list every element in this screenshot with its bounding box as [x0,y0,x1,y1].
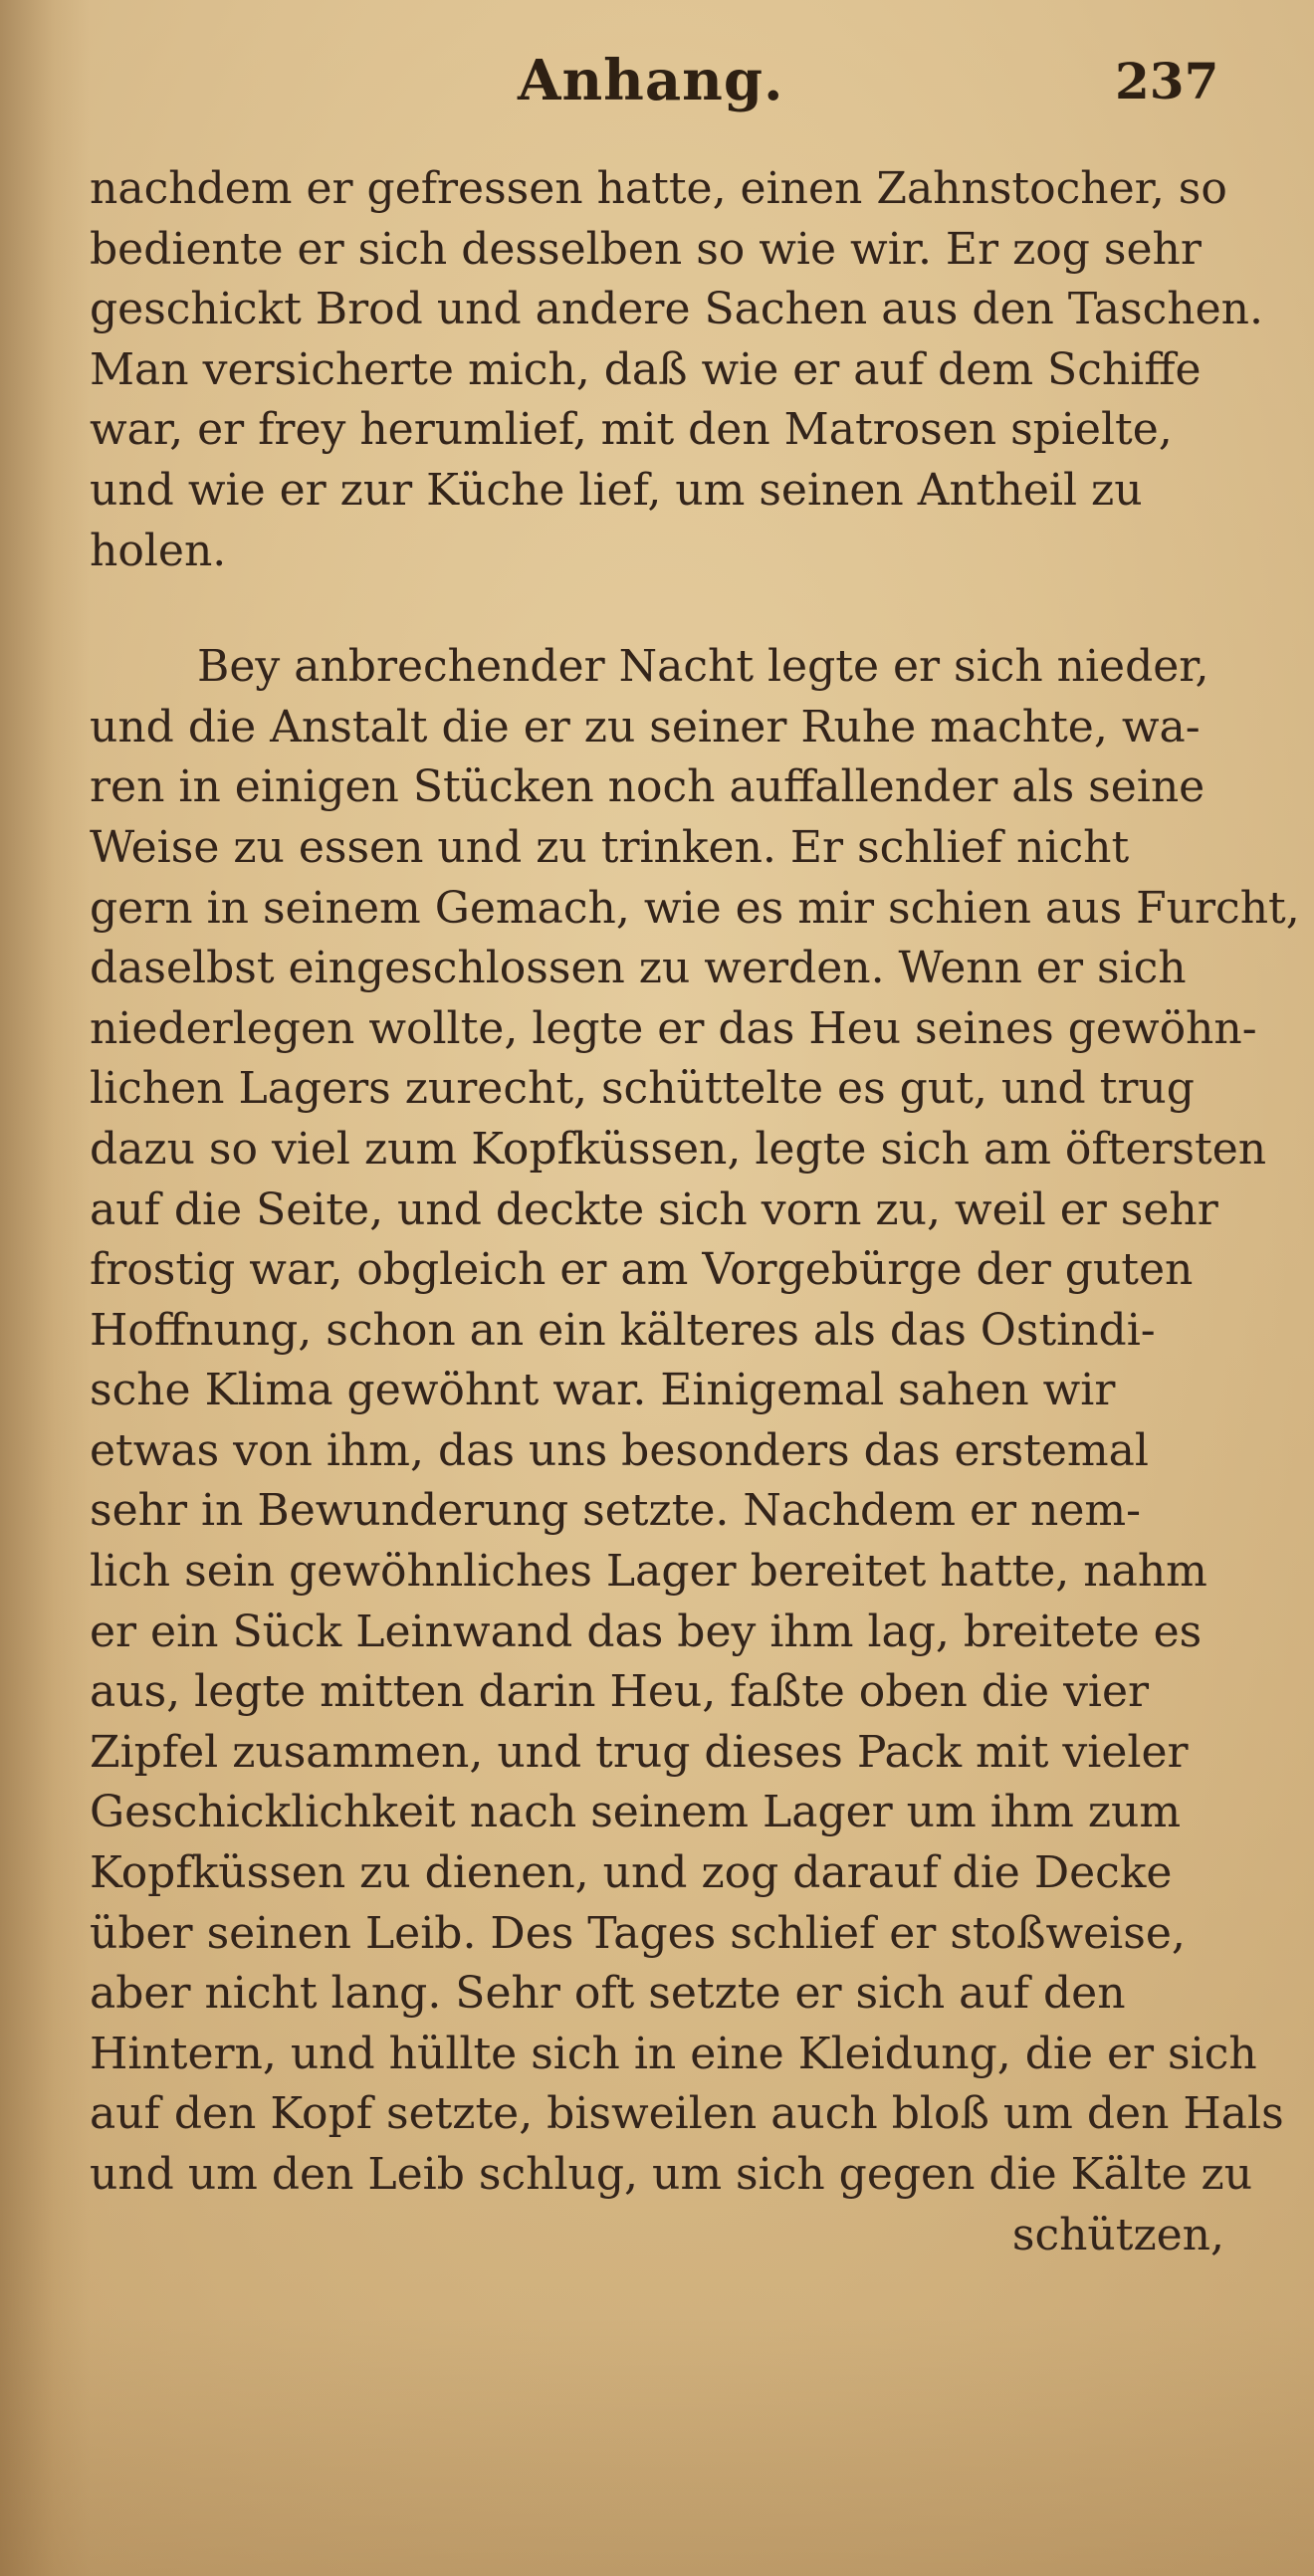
text-line: auf den Kopf setzte, bisweilen auch bloß um den Hals [90,2088,1284,2140]
text-line: und die Anstalt die er zu seiner Ruhe machte, wa- [90,701,1201,752]
text-line: Geschicklichkeit nach seinem Lager um ihm zum [90,1787,1182,1838]
page-edge-shadow [0,0,90,2576]
text-line: Hoffnung, schon an ein kälteres als das Ostindi- [90,1304,1156,1356]
catchword: schützen, [1011,2209,1224,2260]
text-line: daselbst eingeschlossen zu werden. Wenn er sich [90,943,1187,994]
text-line: bediente er sich desselben so wie wir. Er zog sehr [90,223,1202,275]
text-line: aber nicht lang. Sehr oft setzte er sich auf den [90,1968,1126,2020]
text-line: ren in einigen Stücken noch auffallender als seine [90,761,1205,813]
text-line: er ein Sück Leinwand das bey ihm lag, breitete es [90,1606,1203,1657]
text-line: und wie er zur Küche lief, um seinen Antheil zu [90,464,1143,516]
text-line: sche Klima gewöhnt war. Einigemal sahen wir [90,1365,1116,1416]
text-line: dazu so viel zum Kopfküssen, legte sich am öftersten [90,1123,1267,1175]
body-text [90,159,1300,2265]
text-line: nachdem er gefressen hatte, einen Zahnstocher, so [90,163,1227,214]
text-line: geschickt Brod und andere Sachen aus den Taschen. [90,284,1263,335]
text-line: Zipfel zusammen, und trug dieses Pack mit vieler [90,1726,1189,1778]
text-line: Man versicherte mich, daß wie er auf dem Schiffe [90,343,1202,395]
text-line: gern in seinem Gemach, wie es mir schien aus Furcht, [90,882,1300,934]
text-line: auf die Seite, und deckte sich vorn zu, weil er sehr [90,1183,1218,1235]
text-line: holen. [90,525,227,576]
page-bottom-shade [0,2317,1314,2576]
text-line: und um den Leib schlug, um sich gegen die Kälte zu [90,2149,1253,2200]
text-line: Bey anbrechender Nacht legte er sich nieder, [197,641,1209,693]
text-line: niederlegen wollte, legte er das Heu seines gewöhn- [90,1002,1257,1054]
page-number: 237 [1115,52,1219,110]
text-line: etwas von ihm, das uns besonders das erstemal [90,1424,1149,1476]
text-line: lich sein gewöhnliches Lager bereitet hatte, nahm [90,1546,1207,1598]
text-line: frostig war, obgleich er am Vorgebürge der guten [90,1244,1194,1296]
text-line: Weise zu essen und zu trinken. Er schlief nicht [90,821,1130,873]
page-header [0,48,1314,117]
running-head: Anhang. [518,48,784,113]
text-line: sehr in Bewunderung setzte. Nachdem er nem- [90,1485,1141,1537]
text-line: war, er frey herumlief, mit den Matrosen spielte, [90,404,1173,456]
text-line: aus, legte mitten darin Heu, faßte oben die vier [90,1666,1150,1718]
paragraph-2 [90,637,1300,2265]
text-line: über seinen Leib. Des Tages schlief er stoßweise, [90,1907,1186,1959]
text-line: lichen Lagers zurecht, schüttelte es gut, und trug [90,1063,1195,1115]
text-line: Kopfküssen zu dienen, und zog darauf die Decke [90,1847,1173,1899]
text-line: Hintern, und hüllte sich in eine Kleidung, die er sich [90,2028,1257,2079]
paragraph-1 [90,159,1264,581]
